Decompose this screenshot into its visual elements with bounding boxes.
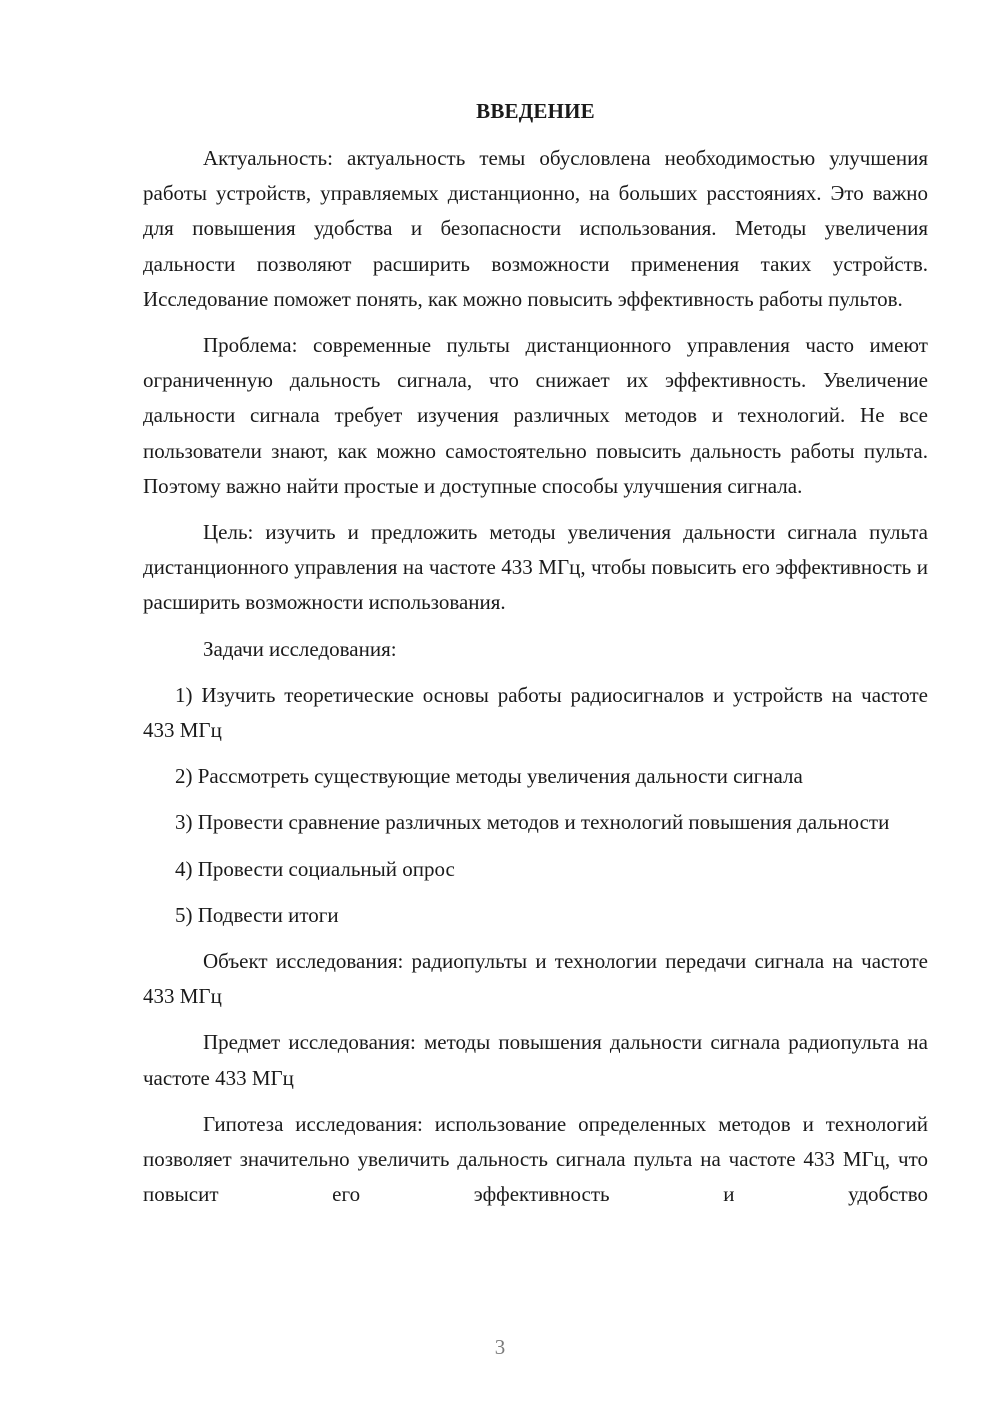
task-item-4: 4) Провести социальный опрос (175, 856, 455, 881)
paragraph-problem: Проблема: современные пульты дистанционного управления часто имеют ограниченную дальность сигнала, что снижает их эффективность. Увеличение дальности сигнала требует изучения различных методов и технологий. Не все пользователи знают, как можно самостоятельно повысить дальность работы пульта. Поэтому важно найти простые и доступные способы улучшения сигнала. (143, 333, 928, 498)
paragraph-relevance: Актуальность: актуальность темы обусловлена необходимостью улучшения работы устройств, управляемых дистанционно, на больших расстояниях. Это важно для повышения удобства и безопасности использования. Методы увеличения дальности позволяют расширить возможности применения таких устройств. Исследование поможет понять, как можно повысить эффективность работы пультов. (143, 146, 928, 311)
task-item-2: 2) Рассмотреть существующие методы увеличения дальности сигнала (175, 764, 803, 789)
page-number: 3 (494, 1335, 506, 1359)
paragraph-tasks-heading: Задачи исследования: (203, 636, 397, 661)
paragraph-hypothesis: Гипотеза исследования: использование определенных методов и технологий позволяет значительно увеличить дальность сигнала пульта на частоте 433 МГц, что повысит его эффективность и удобство (143, 1111, 928, 1207)
paragraph-goal: Цель: изучить и предложить методы увеличения дальности сигнала пульта дистанционного управления на частоте 433 МГц, чтобы повысить его эффективность и расширить возможности использования. (143, 520, 928, 615)
task-item-5: 5) Подвести итоги (175, 902, 339, 927)
document-page (143, 94, 928, 1212)
task-item-3: 3) Провести сравнение различных методов и технологий повышения дальности (175, 810, 890, 835)
paragraph-object: Объект исследования: радиопульты и технологии передачи сигнала на частоте 433 МГц (143, 949, 928, 1009)
paragraph-subject: Предмет исследования: методы повышения дальности сигнала радиопульта на частоте 433 МГц (143, 1030, 928, 1090)
task-item-1: 1) Изучить теоретические основы работы радиосигналов и устройств на частоте 433 МГц (143, 682, 928, 743)
section-title: ВВЕДЕНИЕ (476, 99, 595, 123)
